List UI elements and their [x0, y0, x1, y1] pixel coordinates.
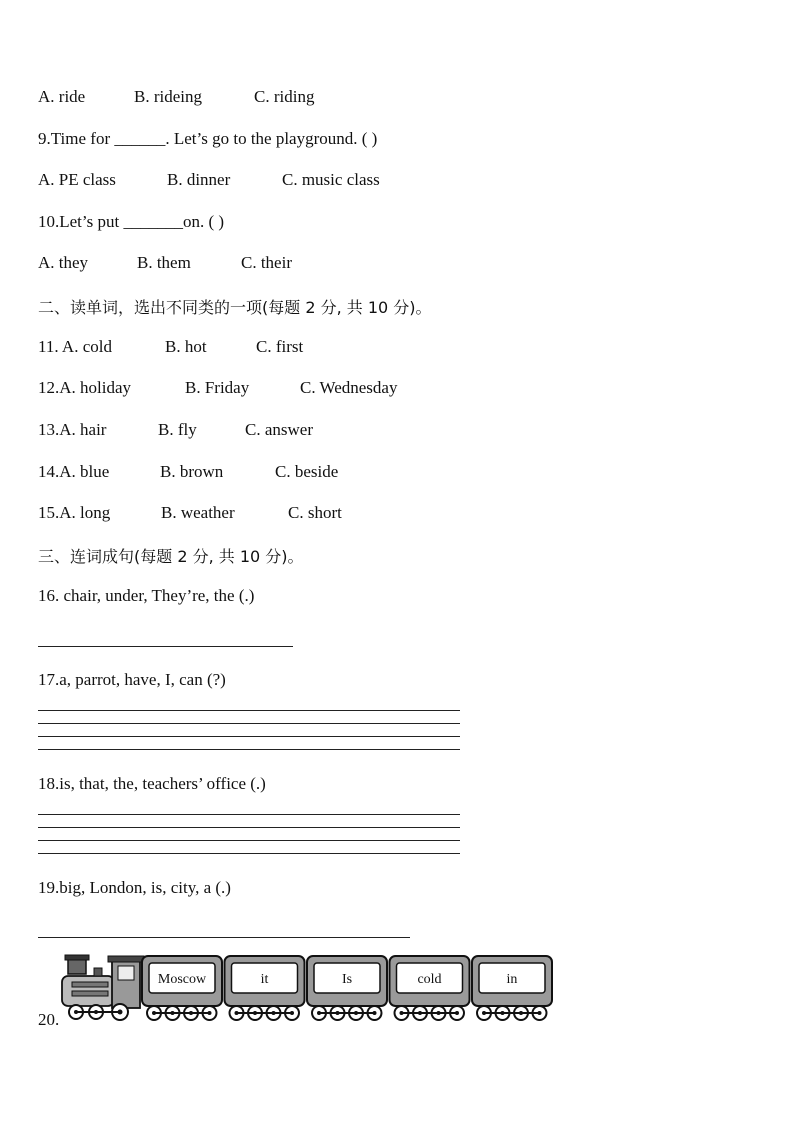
- q17-stem: 17.a, parrot, have, I, can (?): [38, 670, 226, 689]
- q12-option-b: B. Friday: [185, 378, 250, 397]
- train-car: [142, 956, 222, 1020]
- train-car-label: Moscow: [157, 972, 207, 987]
- q13-option-b: B. fly: [158, 420, 197, 439]
- q15-option-c: C. short: [288, 503, 342, 522]
- train-car: [225, 956, 305, 1020]
- q18-answer-line-4[interactable]: [38, 853, 460, 854]
- q18-stem: 18.is, that, the, teachers’ office (.): [38, 774, 266, 793]
- q8-option-c: C. riding: [254, 87, 315, 106]
- q17-answer-line-2[interactable]: [38, 723, 460, 724]
- q10-option-a: A. they: [38, 253, 89, 272]
- q12-option-c: C. Wednesday: [300, 378, 398, 397]
- q17-answer-line-4[interactable]: [38, 749, 460, 750]
- train-car-label: cold: [417, 972, 442, 987]
- q9-option-c: C. music class: [282, 170, 380, 189]
- q13-option-c: C. answer: [245, 420, 313, 439]
- q20-number: 20.: [38, 1010, 60, 1029]
- q11-option-a: 11. A. cold: [38, 337, 112, 356]
- q15-option-a: 15.A. long: [38, 503, 111, 522]
- q14-option-b: B. brown: [160, 462, 224, 481]
- locomotive-icon: [62, 955, 144, 1020]
- q10-stem: 10.Let’s put _______on. ( ): [38, 212, 225, 231]
- q8-option-b: B. rideing: [134, 87, 202, 106]
- train-car: [307, 956, 387, 1020]
- q12-option-a: 12.A. holiday: [38, 378, 132, 397]
- q11-option-c: C. first: [256, 337, 304, 356]
- q16-stem: 16. chair, under, They’re, the (.): [38, 586, 255, 605]
- q9-option-a: A. PE class: [38, 170, 116, 189]
- q14-option-c: C. beside: [275, 462, 339, 481]
- q18-answer-line-3[interactable]: [38, 840, 460, 841]
- q18-answer-line-1[interactable]: [38, 814, 460, 815]
- train-car-label: in: [506, 972, 518, 987]
- q11-option-b: B. hot: [165, 337, 207, 356]
- q16-answer-line[interactable]: [38, 646, 293, 647]
- train-illustration: [58, 952, 558, 1026]
- train-car-label: it: [260, 972, 269, 987]
- q17-answer-line-1[interactable]: [38, 710, 460, 711]
- q14-option-a: 14.A. blue: [38, 462, 110, 481]
- q10-option-c: C. their: [241, 253, 292, 272]
- q19-answer-line[interactable]: [38, 937, 410, 938]
- q17-answer-line-3[interactable]: [38, 736, 460, 737]
- train-cars: [142, 956, 552, 1020]
- q18-answer-line-2[interactable]: [38, 827, 460, 828]
- section3-title: 三、连词成句(每题 2 分, 共 10 分)。: [38, 547, 304, 566]
- q15-option-b: B. weather: [161, 503, 235, 522]
- q13-option-a: 13.A. hair: [38, 420, 107, 439]
- train-car: [472, 956, 552, 1020]
- q19-stem: 19.big, London, is, city, a (.): [38, 878, 231, 897]
- train-car-label: Is: [341, 972, 353, 987]
- q8-option-a: A. ride: [38, 87, 86, 106]
- q10-option-b: B. them: [137, 253, 191, 272]
- section2-title: 二、读单词，选出不同类的一项(每题 2 分, 共 10 分)。: [38, 298, 432, 317]
- q9-stem: 9.Time for ______. Let’s go to the playground. ( ): [38, 129, 378, 148]
- q9-option-b: B. dinner: [167, 170, 231, 189]
- train-car: [390, 956, 470, 1020]
